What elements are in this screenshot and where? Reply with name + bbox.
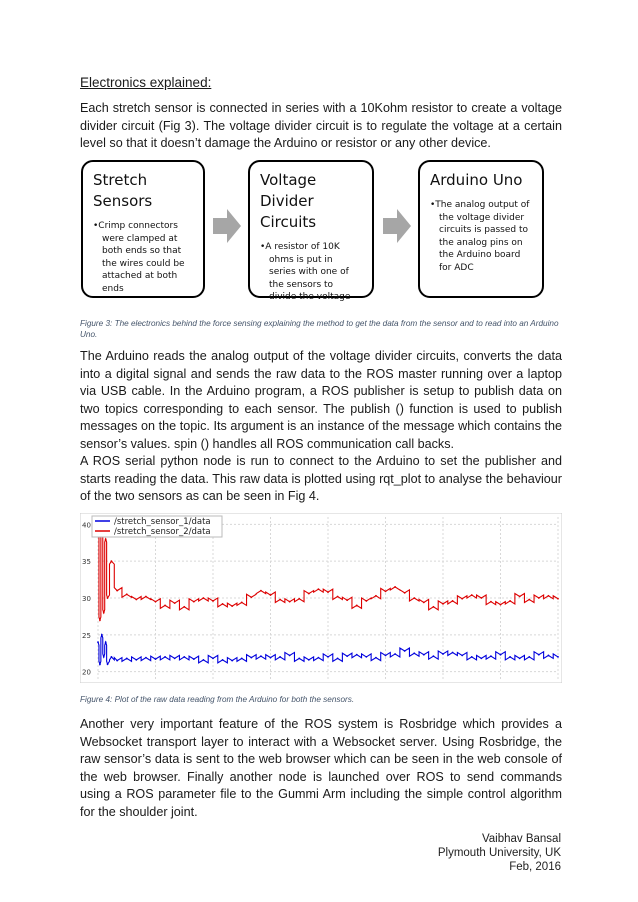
data-point-sensor-1 [327, 656, 329, 658]
data-point-sensor-2 [99, 619, 101, 621]
data-point-sensor-1 [126, 657, 128, 659]
data-point-sensor-1 [490, 655, 492, 657]
data-point-sensor-1 [107, 663, 109, 665]
data-point-sensor-2 [250, 596, 252, 598]
figure-4-caption: Figure 4: Plot of the raw data reading from the Arduino for both the sensors. [80, 695, 355, 704]
data-point-sensor-2 [548, 595, 550, 597]
data-point-sensor-2 [490, 601, 492, 603]
data-point-sensor-2 [145, 596, 147, 598]
y-tick-label: 25 [82, 631, 91, 640]
data-point-sensor-2 [375, 595, 377, 597]
data-point-sensor-1 [174, 657, 176, 659]
arrow-right-icon [213, 209, 241, 243]
data-point-sensor-1 [461, 655, 463, 657]
data-point-sensor-1 [509, 656, 511, 658]
data-point-sensor-1 [308, 659, 310, 661]
data-point-sensor-2 [279, 599, 281, 601]
data-point-sensor-1 [471, 656, 473, 658]
data-point-sensor-1 [337, 657, 339, 659]
box-title: Stretch Sensors [93, 171, 153, 210]
data-point-sensor-1 [538, 654, 540, 656]
box-text: •The analog output of the voltage divider circuits is passed to the analog pins on the Arduino board for ADC [430, 200, 530, 273]
data-point-sensor-2 [203, 597, 205, 599]
data-point-sensor-1 [375, 657, 377, 659]
data-point-sensor-2 [107, 597, 109, 599]
footer-date: Feb, 2016 [509, 861, 561, 873]
data-point-sensor-2 [193, 601, 195, 603]
data-point-sensor-1 [279, 656, 281, 658]
data-point-sensor-1 [385, 655, 387, 657]
footer-author: Vaibhav Bansal [481, 833, 561, 845]
data-point-sensor-1 [480, 657, 482, 659]
data-point-sensor-2 [164, 604, 166, 606]
data-point-sensor-2 [155, 601, 157, 603]
y-tick-label: 20 [82, 668, 91, 677]
box-title: Voltage Divider Circuits [260, 171, 317, 231]
data-point-sensor-1 [452, 652, 454, 654]
data-point-sensor-2 [557, 598, 559, 600]
data-point-sensor-2 [519, 596, 521, 598]
data-point-sensor-1 [101, 634, 103, 636]
diagram-box-stretch-sensors [81, 160, 205, 298]
box-title: Arduino Uno [430, 171, 523, 189]
data-point-sensor-2 [538, 597, 540, 599]
data-point-sensor-2 [442, 603, 444, 605]
data-point-sensor-1 [519, 657, 521, 659]
data-point-sensor-1 [260, 655, 262, 657]
data-point-sensor-2 [500, 604, 502, 606]
data-point-sensor-1 [103, 656, 105, 658]
data-point-sensor-1 [222, 659, 224, 661]
data-point-sensor-2 [528, 599, 530, 601]
data-point-sensor-2 [413, 597, 415, 599]
data-point-sensor-1 [241, 657, 243, 659]
data-point-sensor-2 [318, 588, 320, 590]
data-point-sensor-2 [105, 538, 107, 540]
data-point-sensor-1 [356, 654, 358, 656]
data-point-sensor-1 [270, 657, 272, 659]
data-point-sensor-2 [423, 602, 425, 604]
paragraph-ros-serial: A ROS serial python node is run to connect to the Arduino to set the publisher and starts reading the data. This raw data is plotted using rqt_plot to analyse the behaviour of the two sensors as can be seen in Fig 4. [80, 454, 562, 503]
data-point-sensor-1 [413, 652, 415, 654]
data-point-sensor-1 [318, 657, 320, 659]
data-point-sensor-1 [183, 656, 185, 658]
data-point-sensor-2 [111, 560, 113, 562]
legend-label-sensor-2: /stretch_sensor_2/data [114, 527, 211, 537]
section-heading: Electronics explained: [80, 75, 212, 90]
paragraph-arduino-reads: The Arduino reads the analog output of the voltage divider circuits, converts the data into a digital signal and sends the raw data to the ROS master running over a laptop via USB cable. In the Arduino program, a ROS publisher is setup to publish data on two topics corresponding to each sensor. The publish () function is used to publish messages on the topic. Its argument is an instance of the message which contains the sensor’s values. spin () handles all ROS communication call backs. [80, 349, 562, 451]
data-point-sensor-1 [404, 650, 406, 652]
data-point-sensor-2 [480, 597, 482, 599]
data-point-sensor-2 [346, 599, 348, 601]
data-point-sensor-1 [164, 656, 166, 658]
data-point-sensor-2 [404, 592, 406, 594]
data-point-sensor-2 [289, 601, 291, 603]
diagram-box-voltage-divider [248, 160, 374, 302]
data-point-sensor-2 [356, 604, 358, 606]
box-text: •A resistor of 10K ohms is put in series with one of the sensors to divide the voltage [260, 242, 351, 302]
data-point-sensor-2 [452, 600, 454, 602]
legend [92, 516, 222, 537]
data-point-sensor-1 [105, 641, 107, 643]
data-point-sensor-1 [250, 657, 252, 659]
data-point-sensor-1 [394, 653, 396, 655]
data-point-sensor-1 [557, 656, 559, 658]
data-point-sensor-1 [346, 655, 348, 657]
y-tick-label: 40 [82, 521, 91, 530]
data-point-sensor-2 [365, 600, 367, 602]
data-point-sensor-2 [308, 593, 310, 595]
arrow-right-icon [383, 209, 411, 243]
y-tick-label: 30 [82, 595, 91, 603]
data-point-sensor-1 [231, 660, 233, 662]
paragraph-rosbridge: Another very important feature of the ROS system is Rosbridge which provides a Websocket transport layer to interact with a Websocket server. Using Rosbridge, the raw sensor’s data is sent to the web browser which can be seen in the web console of the web browser. Finally another node is launched over ROS to send commands using a ROS parameter file to the Gummi Arm including the simple control algorithm for the shoulder joint. [80, 717, 562, 819]
data-point-sensor-2 [103, 612, 105, 614]
data-point-sensor-2 [509, 600, 511, 602]
data-point-sensor-1 [99, 663, 101, 665]
data-point-sensor-2 [183, 606, 185, 608]
legend-label-sensor-1: /stretch_sensor_1/data [114, 517, 211, 527]
data-point-sensor-2 [461, 598, 463, 600]
data-point-sensor-2 [126, 593, 128, 595]
data-point-sensor-1 [500, 654, 502, 656]
data-point-sensor-1 [548, 655, 550, 657]
data-point-sensor-1 [155, 658, 157, 660]
data-point-sensor-2 [212, 600, 214, 602]
data-point-sensor-1 [442, 653, 444, 655]
data-point-sensor-2 [337, 596, 339, 598]
data-point-sensor-2 [471, 594, 473, 596]
data-point-sensor-1 [135, 659, 137, 661]
data-point-sensor-2 [116, 590, 118, 592]
diagram-box-arduino-uno [418, 160, 544, 298]
data-point-sensor-1 [203, 659, 205, 661]
data-point-sensor-2 [222, 603, 224, 605]
data-point-sensor-1 [193, 658, 195, 660]
y-tick-label: 35 [82, 558, 91, 567]
data-point-sensor-1 [145, 657, 147, 659]
data-point-sensor-1 [111, 656, 113, 658]
data-point-sensor-1 [528, 656, 530, 658]
data-point-sensor-2 [385, 590, 387, 592]
data-point-sensor-2 [231, 605, 233, 607]
data-point-sensor-2 [260, 590, 262, 592]
data-point-sensor-1 [365, 656, 367, 658]
data-point-sensor-1 [433, 655, 435, 657]
data-point-sensor-2 [298, 598, 300, 600]
figure-3-caption: Figure 3: The electronics behind the force sensing explaining the method to get the data from the sensor and to read into an Arduino Uno. [80, 319, 559, 339]
data-point-sensor-2 [394, 586, 396, 588]
paragraph-voltage-divider: Each stretch sensor is connected in series with a 10Kohm resistor to create a voltage divider circuit (Fig 3). The voltage divider circuit is to regulate the voltage at a certain level so that it doesn’t damage the Arduino or resistor or any other device. [80, 101, 562, 150]
data-point-sensor-1 [97, 641, 99, 643]
data-point-sensor-1 [289, 655, 291, 657]
data-point-sensor-1 [298, 657, 300, 659]
footer-university: Plymouth University, UK [437, 847, 561, 859]
data-point-sensor-2 [241, 602, 243, 604]
box-text: •Crimp connectors were clamped at both ends so that the wires could be attached at both ends [93, 221, 185, 294]
sensor-plot [80, 513, 562, 683]
data-point-sensor-1 [212, 657, 214, 659]
data-point-sensor-2 [270, 594, 272, 596]
data-point-sensor-2 [174, 602, 176, 604]
data-point-sensor-2 [433, 606, 435, 608]
data-point-sensor-2 [135, 599, 137, 601]
data-point-sensor-2 [327, 591, 329, 593]
data-point-sensor-1 [116, 660, 118, 662]
data-point-sensor-1 [423, 654, 425, 656]
